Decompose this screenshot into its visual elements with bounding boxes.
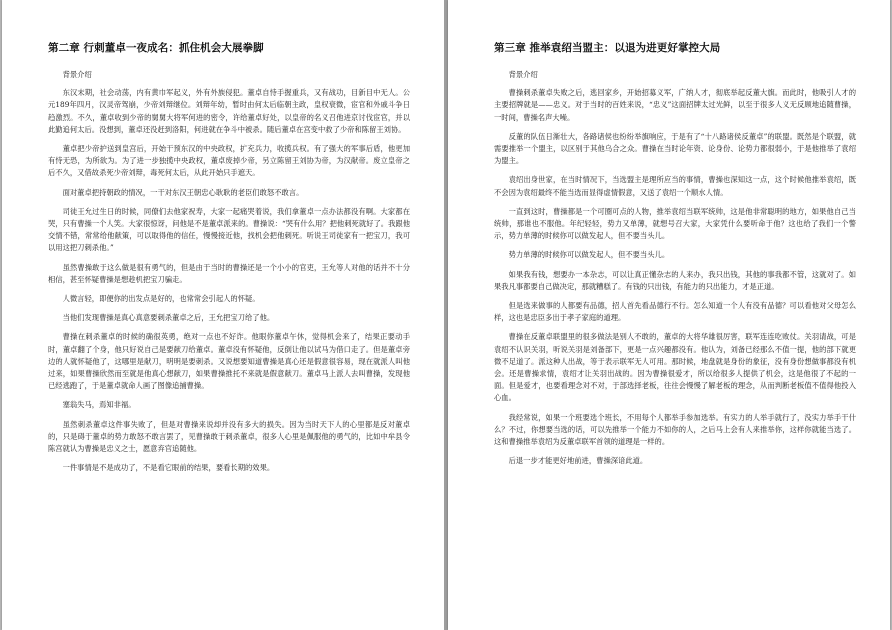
paragraph: 塞翁失马，焉知非福。 <box>62 400 136 410</box>
paragraph: 我经常说，如果一个班要选个班长，不用每个人都举手参加选举。有实力的人举手就行了，没实力举手干什么？不过，你想要当选的话，可以先推举一个能力不如你的人，之后马上会有人来推举你，这样你就能当选了。这和曹操推举袁绍为反董卓联军首领的道理是一样的。 <box>494 412 856 447</box>
paragraph: 反董的队伍日渐壮大，各路诸侯也纷纷举旗响应，于是有了“十八路诸侯反董卓”的联盟。既然是个联盟，就需要推举一个盟主，以区别于其他乌合之众。曹操在当时论年资、论身份、论势力都很弱小，于是他推举了袁绍为盟主。 <box>494 131 856 166</box>
paragraph: 司徒王允过生日的时候，同僚们去他家祝寿，大家一起痛哭着说，我们拿董卓一点办法都没有啊。大家都在哭，只有曹操一个人笑。大家很惊讶，问他是不是董卓派来的。曹操说：“哭有什么用？把他刺死就好了。我跟他交情不错，常常给他献策，可以取得他的信任，慢慢接近他，找机会把他刺死。听说王司徒家有一把宝刀，我可以用这把刀刺杀他。” <box>48 206 410 253</box>
paragraph: 人微言轻，即便你的出发点是好的，也常常会引起人的怀疑。 <box>62 294 260 304</box>
section-heading: 背景介绍 <box>508 70 538 79</box>
paragraph: 势力单薄的时候你可以做发起人，但不要当头儿。 <box>508 250 670 260</box>
chapter-title: 第三章 推举袁绍当盟主：以退为进更好掌控大局 <box>494 42 721 54</box>
paragraph: 曹操刺杀董卓失败之后，逃回家乡，开始招募义军，广纳人才，彻底举起反董大旗。而此时，他吸引人才的主要招牌就是——忠义。对于当时的百姓来说，“忠义”这面招牌太过光鲜，以至于很多人义无反顾地追随曹操，一时间，曹操名声大噪。 <box>494 88 856 122</box>
chapter-title: 第二章 行刺董卓一夜成名：抓住机会大展拳脚 <box>48 42 264 54</box>
paragraph: 但是选来做事的人都要有品德，招人首先看品德行不行。怎么知道一个人有没有品德？可以看他对父母怎么样，这也是忠臣多出于孝子家庭的道理。 <box>494 301 856 323</box>
paragraph: 后退一步才能更好地前进，曹操深谙此道。 <box>508 456 648 466</box>
paragraph: 曹操在反董卓联盟里的很多做法是别人不敢的，董卓的大将华雄很厉害，联军连连吃败仗。关羽请战，可是袁绍不认识关羽，听说关羽是刘备部下，更是一点兴趣都没有。他认为，刘备已经那么不值一提，他的部下就更微不足道了。派这种人出战，等于表示联军无人可用。那时候，地盘就是身份的象征，没有身份想做事都没有机会。还是曹操求情，袁绍才让关羽出战的。因为曹操很爱才，所以给很多人提供了机会，这是他很了不起的一面。但是爱才，也要看理念对不对，于部选择老板，往往会慢慢了解老板的理念，从而判断老板值不值得他投入心血。 <box>494 332 856 403</box>
paragraph: 虽然曹操敢于这么做是很有勇气的，但是由于当时的曹操还是一个小小的官吏，王允等人对他的话并不十分相信，甚至怀疑曹操是想趁机把宝刀骗走。 <box>48 262 410 284</box>
paragraph: 东汉末期，社会动荡，内有黄巾军起义，外有外族侵犯。董卓自恃手握重兵，又有战功，目新目中无人。公元189年四月，汉灵帝驾崩，少帝刘辩继位。刘辩年幼，暂时由何太后临朝主政，皇权衰微，宦官和外戚斗争日趋激烈。不久，董卓收到少帝的舅舅大将军何进的密令，许给董卓好处，以皇帝的名义召他进京讨伐宦官，并以此勤追何太后。没想到，董卓还没赶到洛阳，何进就在争斗中被杀。随后董卓在宫变中救了少帝和陈留王刘协。 <box>48 88 410 134</box>
paragraph: 面对董卓把持朝政的情况，一干对东汉王朝忠心耿耿的老臣们敢怒不敢言。 <box>62 187 304 197</box>
paragraph: 一件事情是不是成功了，不是看它眼前的结果，要看长期的效果。 <box>62 463 275 473</box>
section-heading: 背景介绍 <box>62 70 92 79</box>
page-content <box>494 40 856 474</box>
paragraph: 袁绍出身世家，在当时情况下，当选盟主是理所应当的事情，曹操也深知这一点，这个时候他推举袁绍，既不会因为袁绍最终不能当选而显得虚情假意，又送了袁绍一个顺水人情。 <box>494 175 856 197</box>
paragraph: 当他们发现曹操是真心真意要刺杀董卓之后，王允把宝刀给了他。 <box>62 313 275 323</box>
paragraph: 虽然刺杀董卓这件事失败了，但是对曹操来说却并没有多大的损失。因为当时天下人的心里都是反对董卓的，只是碍于董卓的势力敢怒不敢言罢了，见曹操敢于刺杀董卓，很多人心里是佩服他的勇气的，比如中牟县令陈宫就认为曹操是忠义之士，愿意弃官追随他。 <box>48 419 410 454</box>
page-content <box>48 40 410 481</box>
paragraph: 如果我有钱，想要办一本杂志，可以让真正懂杂志的人来办，我只出钱，其他的事我都不管，这就对了。如果我凡事都要自己做决定，那就糟糕了。有钱的只出钱，有能力的只出能力，才是正道。 <box>494 269 856 291</box>
paragraph: 曹操在刺杀董卓的时候的确很英勇，绝对一点也不好诈。他眼你董卓午休，觉得机会来了，结果正要动手时，董卓翻了个身，他只好说自己是要献刀给董卓。董卓没有怀疑他，反倒让他以试马为借口走了。但是董卓旁边的人就怀疑他了，这哪里是献刀，明明是要刺杀。又说想要知道曹操是真心还是假意很容易，现在就派人叫他过来，如果曹操欣然而至就是他真心想献刀，如果曹操推托不来就是假意献刀。董卓马上派人去叫曹操，发现他已经逃跑了，于是董卓就命人画了图像追捕曹操。 <box>48 332 410 391</box>
paragraph: 一直到这时，曹操都是一个可圈可点的人物，推举袁绍当联军统帅，这是他非常聪明的地方，如果他自己当统帅，那谁也不服他。年纪轻轻，势力又单薄，就想号召大家，大家凭什么要听命于他？这也给了我们一个警示，势力单薄的时候你可以做发起人，但不要当头儿。 <box>494 206 856 241</box>
paragraph: 董卓把少帝护送到皇宫后，开始干预东汉的中央政权，扩充兵力，收揽兵权。有了强大的军事后盾，他更加有恃无恐，为所欲为。为了进一步独揽中央政权，董卓废掉少帝，另立陈留王刘协为帝，为汉献帝。废立皇帝之后不久，又借故杀死少帝刘辩，毒死何太后，从此开始只手遮天。 <box>48 144 410 178</box>
document-page-left <box>2 0 444 630</box>
document-page-right <box>448 0 890 630</box>
